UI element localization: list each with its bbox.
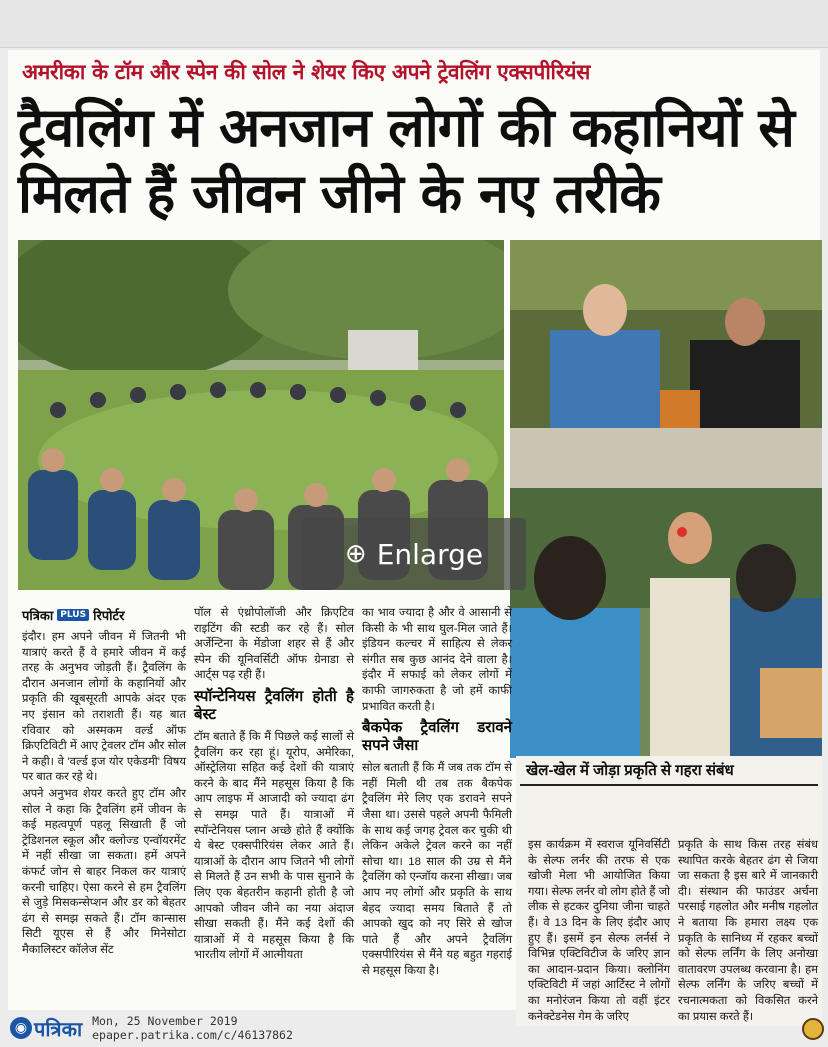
main-headline: ट्रैवलिंग में अनजान लोगों की कहानियों से मिलते हैं जीवन जीने के नए तरीके [18, 95, 794, 225]
patrika-logo[interactable] [10, 1015, 82, 1042]
sidebar-column-1: इस कार्यक्रम में स्वराज यूनिवर्सिटी के सेल्फ लर्नर की तरफ से एक खोजी मेला भी आयोजित किया गया। सेल्फ लर्नर वो लोग होते हैं जो लीक से हटकर दुनिया जीना चाहते हैं। वे 13 दिन के लिए इंदौर आए हुए हैं। इसमें इन सेल्फ लर्नर्स ने विभिन्न एक्टिविटीज के जरिए ज्ञान का आदान-प्रदान किया। क्लोनिंग एक्टिविटी में जहां आर्टिस्ट ने लोगों का मनोरंजन किया तो वहीं इंटर कनेक्टेडनेस गेम के जरिए [528, 839, 670, 1023]
enlarge-button[interactable] [302, 518, 526, 590]
owl-icon[interactable] [802, 1018, 824, 1040]
article-column-2 [194, 606, 354, 965]
byline [22, 606, 124, 624]
edition-meta [92, 1014, 293, 1042]
footer [10, 1014, 293, 1042]
logo-text: पत्रिका [34, 1016, 83, 1041]
subheading: बैकपेक ट्रैवलिंग डरावने सपने जैसा [362, 719, 512, 755]
article-column-1 [22, 630, 186, 959]
kicker-headline: अमरीका के टॉम और स्पेन की सोल ने शेयर किए अपने ट्रेवलिंग एक्सपीरियंस [22, 60, 590, 84]
photo-face-painting [510, 428, 822, 758]
paragraph: का भाव ज्यादा है और वे आसानी से किसी के भी साथ घुल-मिल जाते हैं। इंडियन कल्चर में साहित्य से लेकर संगीत सब कुछ आनंद देने वाला है। इंदौर में सफाई को लेकर लोगों में काफी जागरुकता है जो हमें काफी प्रभावित करती है। [362, 607, 512, 713]
paragraph: अपने अनुभव शेयर करते हुए टॉम और सोल ने कहा कि ट्रैवलिंग हमें जीवन के कई महत्वपूर्ण पहलू सिखाती हैं जो ट्रेडिशनल स्कूल और क्लोज्ड एन्वॉयरमेंट में नहीं सीखा जा सकता। हमें अपने कंफर्ट जोन से बाहर निकल कर यात्राएं करनी चाहिए। ऐसा करने से हम ट्रैवलिंग से जुड़े मिसकन्सेप्शन और डर को बेहतर ढंग से समझ सकते हैं। टॉम कान्सास सिटी यूएस से हैं और मिनेसोटा मैकालिस्टर कॉलेज सेंट [22, 787, 186, 956]
byline-plus-badge: PLUS [57, 609, 89, 621]
paragraph: टॉम बताते हैं कि मैं पिछले कई सालों से ट्रैवलिंग कर रहा हूं। यूरोप, अमेरिका, ऑस्ट्रेलिया सहित कई देशों की यात्राएं करने के बाद मैंने महसूस किया है कि आप लाइफ में आजादी को ज्यादा ढंग से समझ पाते हैं। यात्राओं में स्पॉन्टेनियस प्लान अच्छे होते हैं क्योंकि ये बेस्ट एक्सपीरियंस लेकर आते हैं। यात्राओं के दौरान आप जितने भी लोगों से मिलते हैं उन सभी के पास सुनाने के लिए एक बेहतरीन कहानी होती है जो आपको जीवन जीने का नया अंदाज सीखा सकती हैं। मैंने कई देशों की यात्राओं में ये महसूस किया है कि भारतीय लोगों में आत्मीयता [194, 730, 354, 962]
paragraph: इंदौर। हम अपने जीवन में जितनी भी यात्राएं करते हैं वे हमारे जीवन में कई तरह के अनुभव जोड़ती हैं। ट्रैवलिंग के दौरान अनजान लोगों के कहानियों और प्रकृति की खूबसूरती आपके अंदर एक नए इंसान को तराशती हैं। यह बात रविवार को अस्मकम वर्ल्ड ऑफ क्रिएटिविटी में आए ट्रेवलर टॉम और सोल ने कही। वे 'वर्ल्ड इज योर एकेडमी' विषय पर बात कर रहे थे। [22, 631, 186, 784]
photo-tom-and-sol [510, 240, 822, 428]
byline-role: रिपोर्टर [93, 609, 125, 624]
sidebar-column-2: प्रकृति के साथ किस तरह संबंध स्थापित करके बेहतर ढंग से जिया जा सकता है इस बारे में जानकारी दी। संस्थान की फाउंडर अर्चना परसाई गहलोत और मनीष गहलोत ने बताया कि हमारा लक्ष्य एक प्रकृति के सानिध्य में रहकर बच्चों को सेल्फ लर्निंग के लिए अनोखा वातावरण उपलब्ध करवाना है। हम सेल्फ लर्निंग के जरिए बच्चों में रचनात्मकता को विकसित करने का प्रयास करते हैं। [678, 839, 818, 1023]
paragraph: पॉल से एंथ्रोपोलॉजी और क्रिएटिव राइटिंग की स्टडी कर रहे हैं। सोल अर्जेन्टिना के मेंडोजा शहर से हैं और स्पेन की यूनिवर्सिटी ऑफ ग्रेनाडा से आर्ट्स पढ़ रही हैं। [194, 607, 354, 682]
byline-paper: पत्रिका [22, 609, 54, 624]
patrika-emblem-icon: ◉ [10, 1017, 32, 1039]
subheading: स्पॉन्टेनियस ट्रैवलिंग होती है बेस्ट [194, 687, 354, 723]
edition-date: Mon, 25 November 2019 [92, 1014, 238, 1028]
edition-url[interactable]: epaper.patrika.com/c/46137862 [92, 1028, 293, 1042]
browser-top-bar [0, 0, 828, 48]
enlarge-label: Enlarge [376, 537, 484, 571]
article-column-3 [362, 606, 512, 980]
zoom-in-icon: ⊕ [344, 539, 367, 569]
paragraph: सोल बताती हैं कि मैं जब तक टॉम से नहीं मिली थी तब तक बैकपेक ट्रैवलिंग मेरे लिए एक डरावने सपने जैसा था। उससे पहले अपनी फैमिली के साथ कई जगह ट्रेवल कर चुकी थी लेकिन अकेले ट्रेवल करने का नहीं सोचा था। 18 साल की उम्र से मैंने ट्रैवलिंग को एन्जॉय करना सीखा। जब आप नए लोगों और प्रकृति के साथ बेहद ज्यादा समय बिताते हैं तो आपको खुद को नए सिरे से खोज पाते हैं और अपने ट्रैवलिंग एक्सपीरियंस से मैंने यह बहुत गहराई से महसूस किया है। [362, 762, 512, 977]
sidebar-box-title: खेल-खेल में जोड़ा प्रकृति से गहरा संबंध [520, 756, 818, 786]
